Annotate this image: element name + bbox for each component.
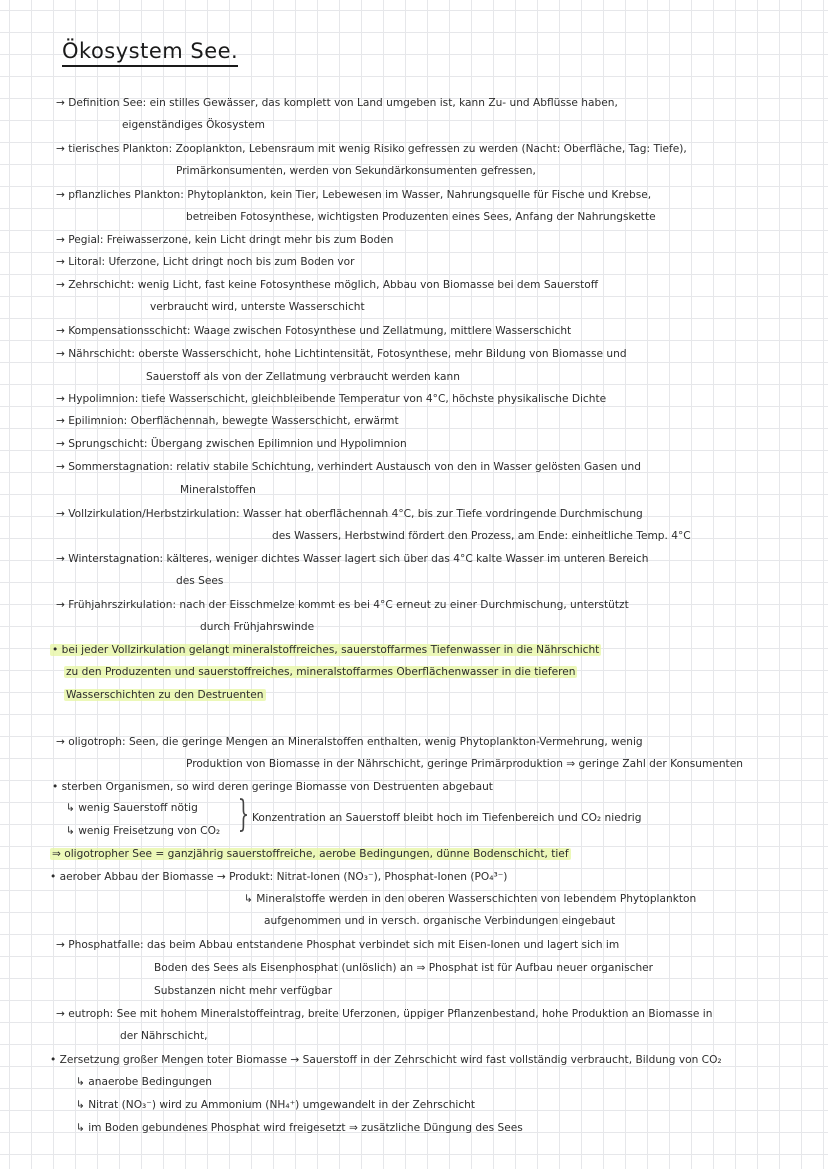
line-fruehjahrszirkulation: → Frühjahrszirkulation: nach der Eisschmelze kommt es bei 4°C erneut zu einer Durchmischung, unterstützt bbox=[56, 599, 629, 611]
line-zehrschicht: → Zehrschicht: wenig Licht, fast keine Fotosynthese möglich, Abbau von Biomasse bei dem Sauerstoff bbox=[56, 279, 599, 291]
line-epilimnion: → Epilimnion: Oberflächennah, bewegte Wasserschicht, erwärmt bbox=[56, 415, 399, 427]
curly-brace-icon: } bbox=[237, 794, 250, 835]
oligotropher-see-text: ⇒ oligotropher See = ganzjährig sauerstoffreiche, aerobe Bedingungen, dünne Bodenschicht, tief bbox=[52, 848, 569, 860]
line-fruehjahrszirkulation-cont: durch Frühjahrswinde bbox=[200, 621, 315, 633]
bullet-vollzirkulation-text2: zu den Produzenten und sauerstoffreiches, mineralstoffarmes Oberflächenwasser in die tieferen bbox=[66, 666, 576, 678]
sub-anaerobe-bedingungen: ↳ anaerobe Bedingungen bbox=[76, 1076, 212, 1088]
line-kompensationsschicht: → Kompensationsschicht: Waage zwischen Fotosynthese und Zellatmung, mittlere Wasserschicht bbox=[56, 325, 572, 337]
bullet-vollzirkulation-text: • bei jeder Vollzirkulation gelangt mineralstoffreiches, sauerstoffarmes Tiefenwasser in die Nährschicht bbox=[52, 644, 600, 656]
line-zehrschicht-cont: verbraucht wird, unterste Wasserschicht bbox=[150, 301, 365, 313]
line-hypolimnion: → Hypolimnion: tiefe Wasserschicht, gleichbleibende Temperatur von 4°C, höchste physikalische Dichte bbox=[56, 393, 607, 405]
line-oligotroph-cont: Produktion von Biomasse in der Nährschicht, geringe Primärproduktion ⇒ geringe Zahl der Konsumenten bbox=[186, 758, 743, 770]
line-naehrschicht-cont: Sauerstoff als von der Zellatmung verbraucht werden kann bbox=[146, 371, 460, 383]
line-sommerstagnation: → Sommerstagnation: relativ stabile Schichtung, verhindert Austausch von den in Wasser gelösten Gasen und bbox=[56, 461, 641, 473]
line-pflanzliches-plankton: → pflanzliches Plankton: Phytoplankton, kein Tier, Lebewesen im Wasser, Nahrungsquelle für Fische und Krebse, bbox=[56, 189, 652, 201]
line-eutroph-cont: der Nährschicht, bbox=[120, 1030, 208, 1042]
line-litoral: → Litoral: Uferzone, Licht dringt noch bis zum Boden vor bbox=[56, 256, 355, 268]
bullet-aerober-abbau: • aerober Abbau der Biomasse → Produkt: Nitrat-Ionen (NO₃⁻), Phosphat-Ionen (PO₄³⁻) bbox=[50, 871, 508, 883]
line-phosphatfalle-cont2: Substanzen nicht mehr verfügbar bbox=[154, 985, 333, 997]
line-tierisches-plankton: → tierisches Plankton: Zooplankton, Lebensraum mit wenig Risiko gefressen zu werden (Nacht: Oberfläche, Tag: Tiefe), bbox=[56, 143, 687, 155]
page-title: Ökosystem See. bbox=[62, 38, 238, 67]
line-tierisches-plankton-cont: Primärkonsumenten, werden von Sekundärkonsumenten gefressen, bbox=[176, 165, 536, 177]
bullet-zersetzung: • Zersetzung großer Mengen toter Biomasse → Sauerstoff in der Zehrschicht wird fast vollständig verbraucht, Bildung von CO₂ bbox=[50, 1054, 722, 1066]
line-konzentration-sauerstoff: Konzentration an Sauerstoff bleibt hoch im Tiefenbereich und CO₂ niedrig bbox=[252, 812, 642, 824]
line-vollzirkulation: → Vollzirkulation/Herbstzirkulation: Wasser hat oberflächennah 4°C, bis zur Tiefe vordringende Durchmischung bbox=[56, 508, 643, 520]
line-oligotroph: → oligotroph: Seen, die geringe Mengen an Mineralstoffen enthalten, wenig Phytoplankton-Vermehrung, wenig bbox=[56, 736, 643, 748]
line-sommerstagnation-cont: Mineralstoffen bbox=[180, 484, 256, 496]
line-definition-see: → Definition See: ein stilles Gewässer, das komplett von Land umgeben ist, kann Zu- und Abflüsse haben, bbox=[56, 97, 618, 109]
line-definition-see-cont: eigenständiges Ökosystem bbox=[122, 119, 265, 131]
line-phosphatfalle-cont1: Boden des Sees als Eisenphosphat (unlöslich) an ⇒ Phosphat ist für Aufbau neuer organischer bbox=[154, 962, 654, 974]
line-naehrschicht: → Nährschicht: oberste Wasserschicht, hohe Lichtintensität, Fotosynthese, mehr Bildung von Biomasse und bbox=[56, 348, 627, 360]
sub-phosphat-freigesetzt: ↳ im Boden gebundenes Phosphat wird freigesetzt ⇒ zusätzliche Düngung des Sees bbox=[76, 1122, 523, 1134]
bullet-sterben-organismen: • sterben Organismen, so wird deren geringe Biomasse von Destruenten abgebaut bbox=[52, 781, 493, 793]
line-eutroph: → eutroph: See mit hohem Mineralstoffeintrag, breite Uferzonen, üppiger Pflanzenbestand, hohe Produktion an Biomasse in bbox=[56, 1008, 713, 1020]
line-phosphatfalle: → Phosphatfalle: das beim Abbau entstandene Phosphat verbindet sich mit Eisen-Ionen und lagert sich im bbox=[56, 939, 620, 951]
line-mineralstoffe-cont: aufgenommen und in versch. organische Verbindungen eingebaut bbox=[264, 915, 616, 927]
line-pflanzliches-plankton-cont: betreiben Fotosynthese, wichtigsten Produzenten eines Sees, Anfang der Nahrungskette bbox=[186, 211, 656, 223]
bullet-vollzirkulation-cont2 bbox=[64, 684, 266, 706]
sub-nitrat-ammonium: ↳ Nitrat (NO₃⁻) wird zu Ammonium (NH₄⁺) umgewandelt in der Zehrschicht bbox=[76, 1099, 476, 1111]
bullet-vollzirkulation bbox=[50, 639, 601, 661]
line-pegial: → Pegial: Freiwasserzone, kein Licht dringt mehr bis zum Boden bbox=[56, 234, 394, 246]
line-vollzirkulation-cont: des Wassers, Herbstwind fördert den Prozess, am Ende: einheitliche Temp. 4°C bbox=[272, 530, 691, 542]
bullet-vollzirkulation-cont1 bbox=[64, 661, 577, 683]
line-sprungschicht: → Sprungschicht: Übergang zwischen Epilimnion und Hypolimnion bbox=[56, 438, 407, 450]
line-mineralstoffe: ↳ Mineralstoffe werden in den oberen Wasserschichten von lebendem Phytoplankton bbox=[244, 893, 697, 905]
bullet-vollzirkulation-text3: Wasserschichten zu den Destruenten bbox=[66, 689, 264, 701]
line-winterstagnation-cont: des Sees bbox=[176, 575, 224, 587]
sub-wenig-sauerstoff: ↳ wenig Sauerstoff nötig bbox=[66, 802, 198, 814]
sub-wenig-co2: ↳ wenig Freisetzung von CO₂ bbox=[66, 825, 221, 837]
line-winterstagnation: → Winterstagnation: kälteres, weniger dichtes Wasser lagert sich über das 4°C kalte Wasser im unteren Bereich bbox=[56, 553, 649, 565]
line-oligotropher-see bbox=[50, 843, 571, 865]
